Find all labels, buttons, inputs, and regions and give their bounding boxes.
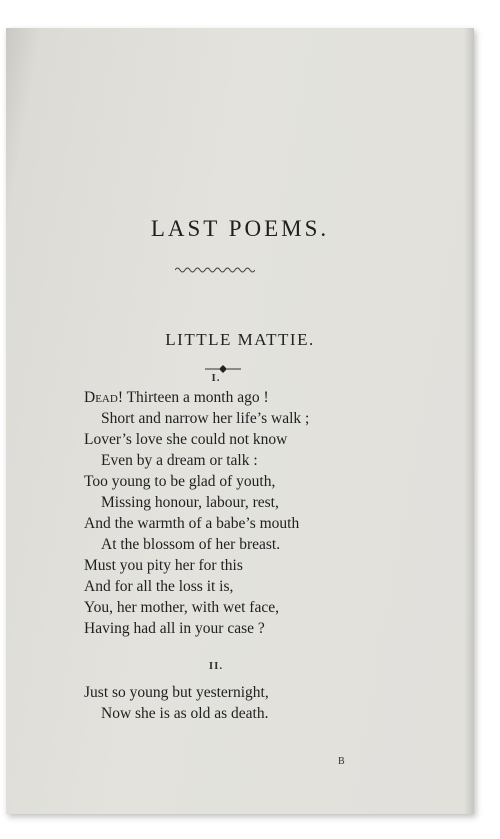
poem-line: Just so young but yesternight,	[84, 684, 269, 701]
section-numeral: I.	[211, 372, 221, 384]
section-numeral: II.	[208, 660, 224, 672]
poem-line: Short and narrow her life’s walk ;	[101, 410, 310, 427]
poem-line: Lover’s love she could not know	[84, 431, 288, 448]
poem-line: And for all the loss it is,	[84, 578, 234, 595]
poem-line: Dead! Thirteen a month ago !	[84, 389, 269, 406]
poem-line: At the blossom of her breast.	[101, 536, 281, 553]
poem-line: You, her mother, with wet face,	[84, 599, 279, 616]
wavy-rule	[175, 266, 255, 274]
poem-line: Even by a dream or talk :	[101, 452, 258, 469]
poem-line: Missing honour, labour, rest,	[101, 494, 279, 511]
book-page	[6, 28, 474, 814]
poem-line: And the warmth of a babe’s mouth	[84, 515, 300, 532]
poem-line: Now she is as old as death.	[101, 705, 269, 722]
poem-line: Too young to be glad of youth,	[84, 473, 276, 490]
poem-title: LITTLE MATTIE.	[165, 330, 315, 349]
poem-line: Must you pity her for this	[84, 557, 243, 574]
page-title: LAST POEMS.	[150, 216, 330, 241]
signature-mark: B	[338, 756, 345, 767]
poem-line: Having had all in your case ?	[84, 620, 265, 637]
drop-word: Dead	[84, 389, 118, 406]
